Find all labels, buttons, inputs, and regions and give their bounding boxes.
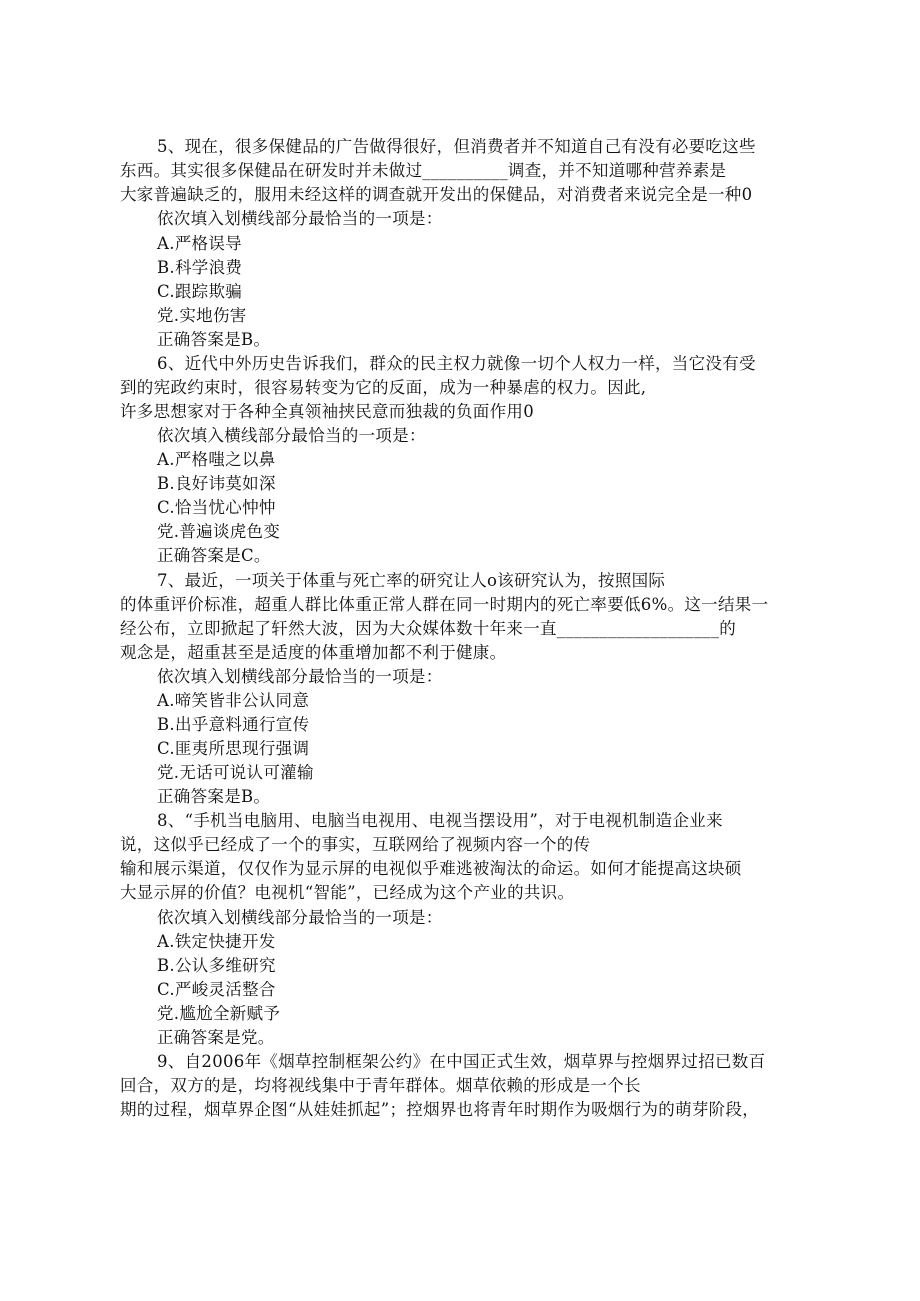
- q5-option-c: C.跟踪欺骗: [157, 282, 243, 301]
- q7-answer: 正确答案是B。: [157, 787, 271, 806]
- q6-option-c: C.恰当忧心忡忡: [157, 498, 276, 517]
- q7-line-2: 的体重评价标准，超重人群比体重正常人群在同一时期内的死亡率要低6%。这一结果一: [120, 595, 769, 614]
- q8-option-a: A.铁定快捷开发: [157, 932, 276, 951]
- q6-prompt: 依次填入横线部分最恰当的一项是：: [157, 426, 426, 445]
- q9-line-3: 期的过程，烟草界企图“从娃娃抓起”；控烟界也将青年时期作为吸烟行为的萌芽阶段，: [120, 1100, 760, 1119]
- q5-option-a: A.严格误导: [157, 234, 242, 253]
- q5-option-b: B.科学浪费: [157, 258, 243, 277]
- q6-answer: 正确答案是C。: [157, 546, 271, 565]
- q8-line-4: 大显示屏的价值？电视机“智能”，已经成为这个产业的共识。: [120, 883, 575, 902]
- q8-option-b: B.公认多维研究: [157, 956, 276, 975]
- q8-line-1: 8、“手机当电脑用、电脑当电视用、电视当摆设用”，对于电视机制造企业来: [157, 811, 723, 830]
- q6-line-2: 到的宪政约束时，很容易转变为它的反面，成为一种暴虐的权力。因此,: [120, 378, 647, 397]
- q7-line-4: 观念是，超重甚至是适度的体重增加都不利于健康。: [120, 643, 507, 662]
- q7-option-d: 党.无话可说认可灌输: [157, 763, 314, 782]
- q8-option-d: 党.尴尬全新赋予: [157, 1004, 281, 1023]
- q6-line-3: 许多思想家对于各种全真领袖挟民意而独裁的负面作用0: [120, 402, 534, 421]
- q8-line-3: 输和展示渠道，仅仅作为显示屏的电视似乎难逃被淘汰的命运。如何才能提高这块硕: [120, 859, 742, 878]
- q9-line-1: 9、自2006年《烟草控制框架公约》在中国正式生效，烟草界与控烟界过招已数百: [157, 1052, 766, 1071]
- q5-line-3: 大家普遍缺乏的，服用未经这样的调查就开发出的保健品，对消费者来说完全是一种0: [120, 185, 753, 204]
- q5-option-d: 党.实地伤害: [157, 306, 247, 325]
- q6-option-d: 党.普遍谈虎色变: [157, 522, 281, 541]
- q6-line-1: 6、近代中外历史告诉我们，群众的民主权力就像一切个人权力一样，当它没有受: [157, 354, 756, 373]
- q7-option-c: C.匪夷所思现行强调: [157, 739, 310, 758]
- q7-line-1: 7、最近，一项关于体重与死亡率的研究让人o该研究认为，按照国际: [157, 571, 666, 590]
- q5-prompt: 依次填入划横线部分最恰当的一项是：: [157, 209, 443, 228]
- q6-option-a: A.严格嗤之以鼻: [157, 450, 276, 469]
- q8-prompt: 依次填入划横线部分最恰当的一项是：: [157, 908, 443, 927]
- q9-line-2: 回合，双方的是，均将视线集中于青年群体。烟草依赖的形成是一个长: [120, 1076, 641, 1095]
- q8-option-c: C.严峻灵活整合: [157, 980, 276, 999]
- q5-answer: 正确答案是B。: [157, 330, 271, 349]
- q5-line-1: 5、现在，很多保健品的广告做得很好，但消费者并不知道自己有没有必要吃这些: [157, 137, 756, 156]
- q8-line-2: 说，这似乎已经成了一个的事实，互联网给了视频内容一个的传: [120, 835, 591, 854]
- q7-option-b: B.出乎意料通行宣传: [157, 715, 310, 734]
- q7-line-3: 经公布，立即掀起了轩然大波，因为大众媒体数十年来一直___________________的: [120, 619, 737, 638]
- q8-answer: 正确答案是党。: [157, 1028, 275, 1047]
- q5-line-2: 东西。其实很多保健品在研发时并未做过__________调查，并不知道哪种营养素是: [120, 161, 727, 180]
- q6-option-b: B.良好讳莫如深: [157, 474, 276, 493]
- q7-option-a: A.啼笑皆非公认同意: [157, 691, 310, 710]
- q7-prompt: 依次填入划横线部分最恰当的一项是：: [157, 667, 443, 686]
